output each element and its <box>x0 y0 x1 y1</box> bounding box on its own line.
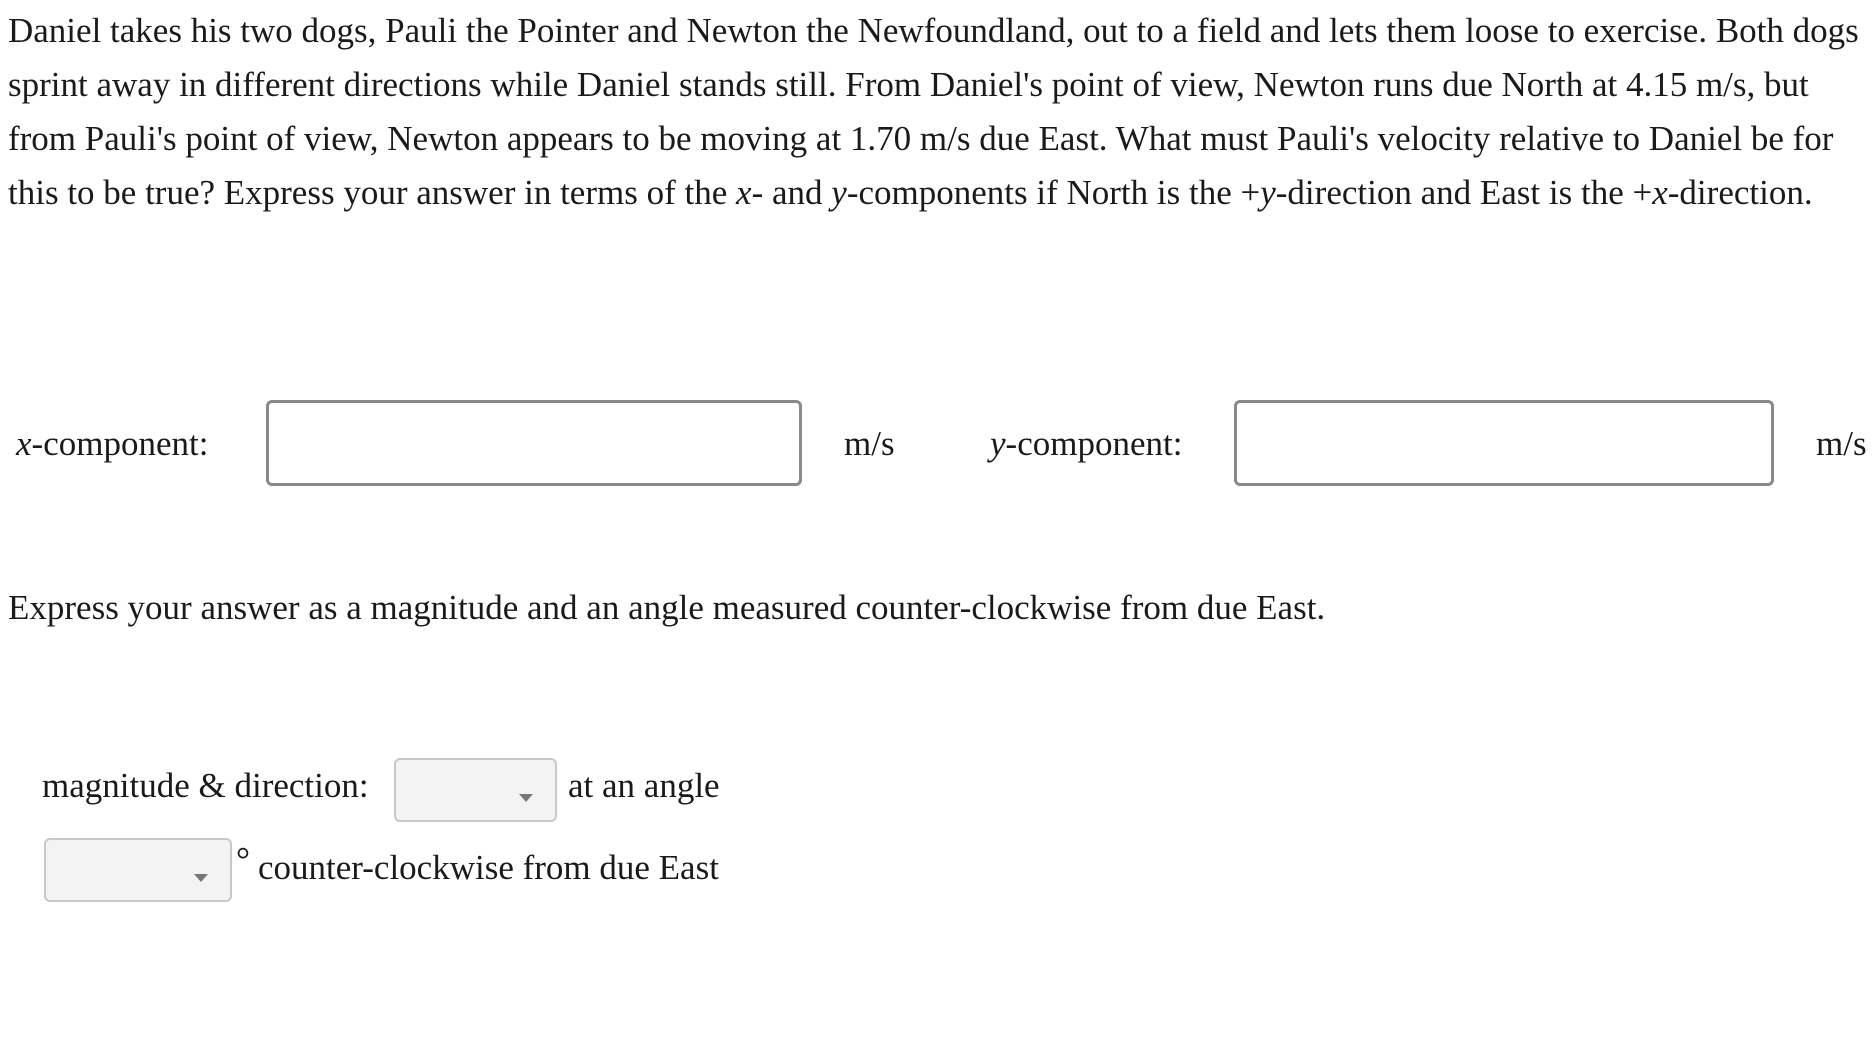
chevron-down-icon <box>194 874 208 882</box>
degree-symbol: ° <box>236 840 250 879</box>
x-component-row <box>0 400 1874 490</box>
problem-text-1: Daniel takes his two dogs, Pauli the Pointer and Newton the Newfoundland, out to a field and lets them loose to exercise. Both dogs sprint away in different directions while Daniel stands still. From Daniel's point of view, Newton runs due North at 4.15 m/s, but from Pauli's point of view, Newton appears to be moving at 1.70 m/s due East. What must Pauli's velocity relative to Daniel be for this to be true? Express your answer in terms of the <box>8 11 1859 212</box>
problem-statement <box>8 4 1864 220</box>
y-component-input[interactable] <box>1234 400 1774 486</box>
x-component-label <box>16 424 208 464</box>
x-component-unit: m/s <box>844 424 895 463</box>
instruction-text: Express your answer as a magnitude and an angle measured counter-clockwise from due East. <box>8 588 1326 627</box>
y-component-label-text: -component: <box>1005 424 1183 463</box>
var-y-2: y <box>1260 173 1276 212</box>
var-y: y <box>831 173 847 212</box>
problem-text-2: - and <box>751 173 832 212</box>
problem-text-5: -direction. <box>1667 173 1813 212</box>
problem-text-4: -direction and East is the + <box>1275 173 1653 212</box>
var-x-2: x <box>1652 173 1668 212</box>
var-x: x <box>736 173 752 212</box>
angle-after-text: counter-clockwise from due East <box>258 848 719 887</box>
angle-select[interactable] <box>44 838 232 902</box>
x-component-input[interactable] <box>266 400 802 486</box>
y-component-var: y <box>990 424 1006 463</box>
magnitude-after-text: at an angle <box>568 766 720 805</box>
problem-text-3: -components if North is the + <box>846 173 1261 212</box>
magnitude-select[interactable] <box>394 758 557 822</box>
y-component-label <box>990 424 1182 464</box>
magnitude-label: magnitude & direction: <box>42 766 369 805</box>
y-component-unit: m/s <box>1816 424 1867 463</box>
chevron-down-icon <box>519 794 533 802</box>
x-component-label-text: -component: <box>31 424 209 463</box>
x-component-var: x <box>16 424 32 463</box>
